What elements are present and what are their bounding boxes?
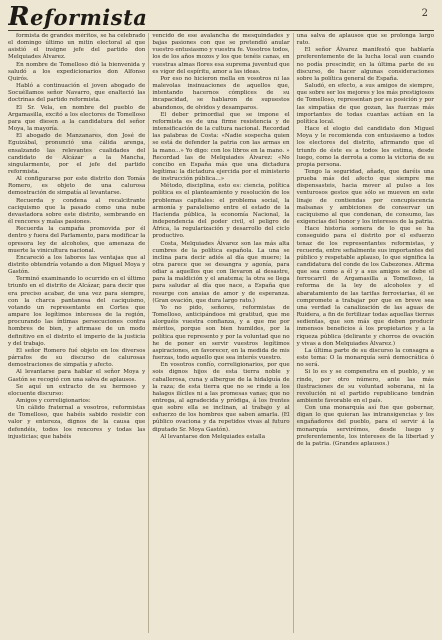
paragraph: El abogado de Manzanares, don José de Eguizábal, pronunció una cálida arenga, ensalzando las relevantes cualidades del candidato de Alcázar a la Mancha, singularmente, por el jefe del partido reformista. xyxy=(8,133,146,175)
paragraph: Método, disciplina, esto es: ciencia, política política es el planteamiento y resolución de los problemas capitales: el problema social, la armonía y paralelismo entre el estado de la Hacienda pública, la economía Nacional, la independencia del poder civil, el peligro de África, la regularización y desarrollo del ciclo productivo. xyxy=(152,183,290,240)
masthead xyxy=(8,4,434,31)
paragraph: Al configurarse por este distrito don Tomás Romero, es objeto de una calurosa demostración de simpatía al levantarse. xyxy=(8,176,146,197)
column-1 xyxy=(8,33,145,633)
paragraph: Recuerda y condena al recalcitrante caciquismo que la pasado como una nube devastadora sobre este distrito, sembrando en él rencores y malas pasiones. xyxy=(8,197,146,226)
paragraph: Por eso no hicieron mella en vosotros ni las malevolas insinuaciones de aquellos que, intentando hacernos cómplices de su incapacidad, se hablaron de supuestos abandonos, de olvidos y desamparos. xyxy=(152,75,290,111)
paragraph: En nombre de Tomelloso dió la bienvenida y saludó a los expedicionarios don Alfonso Quirós. xyxy=(8,61,146,82)
paragraph: Con una monarquía así fue que gobernar, digan lo que quieran las intransigencias y los engañadores del pueblo, para el servir á la monarquía servirémos, desde luego y preferentemente, los intereses de la libertad y de la patria. (Grandes aplausos.) xyxy=(296,405,434,447)
column-2 xyxy=(148,33,289,633)
paragraph: Al levantarse don Melquiades estalla xyxy=(160,433,266,440)
paragraph: Costa, Melquiades Álvarez son las más alta cumbres de la política española. La una se inclina para decir adiós al día que muere; la otra parece que se desangra y agonía, para odiar a aquellos que con llevaron al desastre, para la maldición y el anatema; la otra se llega para saludar al día que nace, a España que resurge con ansias de amor y de esperanza. (Gran ovación, que dura largo rato.) xyxy=(152,240,290,304)
paragraph: vencido de ese avalancha de mesquindades y bajas pasiones con que se pretendió anular vuestro entusiasmo y vuestra fe. Vosotros todos, los de los años mozos y los que tenéis canas, en vuestras almas flores esa suprema juventud que es vigor del espíritu, amor a las ideas. xyxy=(152,33,290,75)
paragraph: Tengo la seguridad, añade, que daréis una prueba más del afecto que siempre me dispensasteis, hacia mover al pulso a los venturosos gestos que sólo se mueven en este linaje de contiendas por concupiscencia malsanas y ambiciones de conservar un caciquismo al que condenan, de consumo, las exigencias del honor y los intereses de la patria. xyxy=(296,168,434,226)
paragraph: En vosotros confío, correligionarios, por que sois dignos hijos de esta tierra noble y caballerosa, cuna y albergue de la hidalguía de la raza; de esta tierra que no se rinde a los halagos ilíciles ni a las promesas vanas; que no entrega, al agradecida y pródiga, á los frentes que sobre ella se inclinan, al trabajo y al esfuerzo de los hombres que saben amarla. (El público ovaciona y da repetidos vivas al futuro diputado Sr. Moya Gastón). xyxy=(152,362,290,433)
newspaper-title: Reformista xyxy=(8,3,148,31)
page-number: 2 xyxy=(421,8,428,19)
paragraph: Yo no pido, señores, reformistas de Tomelloso, anticipándoos mi gratitud, que me alorguéis vuestra confianza, y a que me por méritos, porque son bien humildes, por la política que represento y por la voluntad que no he de poner en servir vuestros legítimos aspiraciones, en favorecer, en la medida de mis fuerzas, todo aquello que sea interés vuestro. xyxy=(152,304,290,362)
paragraph: Al levantarse para hablar el señor Moya y Gastón se recogió con una salva de aplausos. xyxy=(8,369,146,383)
paragraph: Hace historia somera de lo que se ha conseguido para el distrito por el esfuerzo tenaz de los representantes reformistas, y recuerda, entre sefialmente sus importantes del público y respetable aplauso, lo que significa la candidatura del conde de los Cabezones. Afirma que sea como a él y a sus amigos se debe el ferrocarril de Argamasilla a Tomelloso, la reforma de la ley de alcoholes y el abaratamiento de las tarifas ferroviarias, él se compromete a trabajar por que en breve sea una verdad la canalización de las aguas de Ruidera, a fin de fertilizar todas aquellas tierras sedientas, que son más que deben producir inmensos beneficios á los propietarios y a la riqueza pública (delirante y chorros de ovación y vivas a don Melquiades Álvarez.) xyxy=(296,226,434,347)
paragraph: Terminó examinando lo ocurrido en el último triunfo en el distrito de Alcázar, para decir que era preciso acabar, de una vez para siempre, con la charca pantanosa del caciquismo, votando un representante en Cortes que ampare los legítimos intereses de la región, procurando las íntimas persecuciones contra hombres de bien, y afirmase de un modo definitivo en el distrito el imperio de la justicia y del trabajo. xyxy=(8,276,146,347)
paragraph: Recuerda la campaña promovida por él dentro y fuera del Parlamento, para modificar la opresora ley de alcoholes, que amenaza de muerte la vinicultura nacional. xyxy=(8,226,146,254)
paragraph: Encareció a los labores las ventajas que al distrito obtendría votando a don Miguel Moya y Gastón. xyxy=(8,254,146,276)
paragraph: Se aquí un extracto de su hermoso y elocuente discurso: xyxy=(8,383,146,397)
article-columns xyxy=(8,33,434,633)
paragraph: Hace el elogio del candidato don Miguel Moya y le recomienda con entusiasmo a todos los electores del distrito, afirmando que el triunfo de éste es a todos les estima, desde luego, como la derrota a como la victoria de su propia persona. xyxy=(296,126,434,168)
paragraph: una salva de aplausos que se prolonga largo rato. xyxy=(296,33,434,47)
paragraph: formista de grandes méritos, se ha celebrado el domingo último un mitin electoral al que asistió el insigne jefe del partido don Melquiades Álvarez. xyxy=(8,33,146,61)
paragraph: El señor Romero fué objeto en los diversos párrafos de su discurso de calurosas demostraciones de simpatía y afecto. xyxy=(8,347,146,369)
paragraph: El señor Álvarez manifestó que hablaría preferentemente de la lucha local aun cuando no podía prescindir, en la última parte de su discurso, de hacer algunas consideraciones sobre la política general de España. xyxy=(296,47,434,82)
paragraph: Amigos y correligionarios: xyxy=(16,397,91,404)
paragraph: La última parte de su discurso la consagra a este tema: O la monarquía será democrática ó no será. xyxy=(296,347,434,369)
paragraph: Saludó, en efecto, a sus amigos de siempre, que sobre ser los mejores y los más prestigiosos de Tomelloso, representan por su posición y por las simpatías de que gozan, las fuerzas más importantes de todas cuantas actúan en la política local. xyxy=(296,83,434,125)
paragraph: El deber primordial que se impone el reformista es de una firme resistencia y de intensificación de la cultura nacional. Recordad las palabras de Costa: «Nadie sospecha quien se está de defender la patria con las armas en la mano...» Yo digo: con los libros en la mano. » Recordad las de Melquiades Álvarez: «No concibo en España más que una dictadura legítima: la dictadura ejercida por el ministerio de instrucción pública...» xyxy=(152,111,290,183)
paragraph: Un cálido fraternal a vosotros, reformistas de Tomelloso, que habéis sabido resistir con valor y entereza, dignos de la causa que defendéis, todos los rencores y todas las injusticias; que habéis xyxy=(8,405,146,440)
paragraph: Si lo es y se compenetra en el pueblo, y se rinde, por otro número, ante las más ilustraciones de su voluntad soberana, ni la revolución ni el partido republicano tendrán ambiente favorable en el país. xyxy=(296,369,434,404)
column-3 xyxy=(293,33,434,633)
paragraph: El Sr. Vela, en nombre del pueblo de Argamasilla, excitó a los electores de Tomelloso para que diesen a la candidatura del señor Moya, la mayoría. xyxy=(8,104,146,133)
paragraph: Habló a continuación el joven abogado de Socuéllamos señor Navarro, que enalteció las doctrinas del partido reformista. xyxy=(8,83,146,104)
